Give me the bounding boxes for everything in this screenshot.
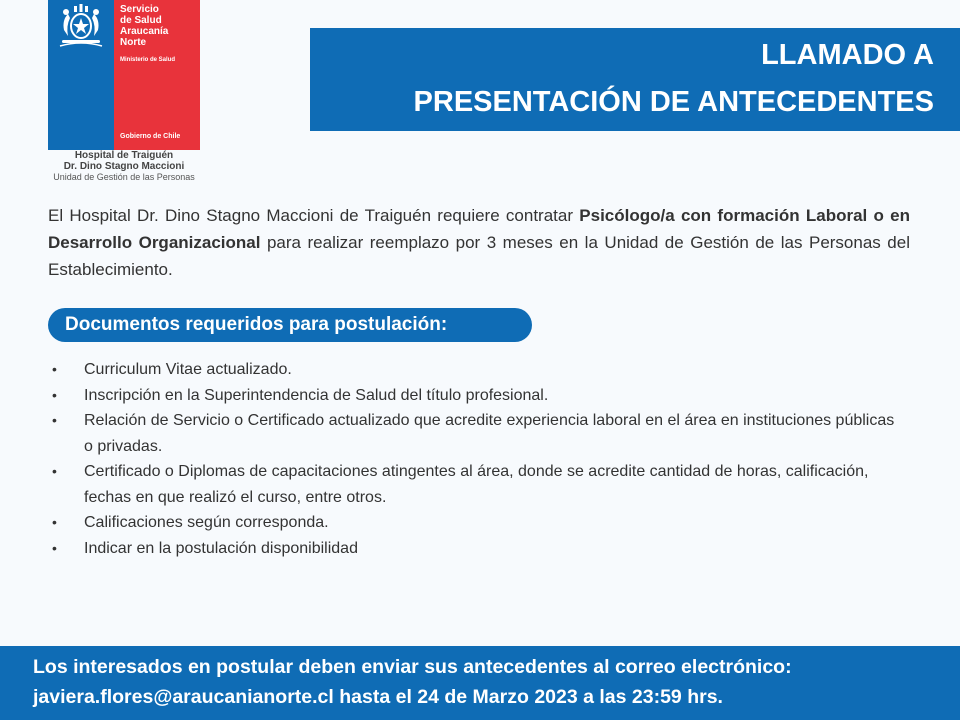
requirement-text: Relación de Servicio o Certificado actualizado que acredite experiencia laboral en el área en instituciones públicas o privadas.	[84, 412, 895, 455]
hospital-unit: Unidad de Gestión de las Personas	[53, 172, 195, 182]
intro-text-start: El Hospital Dr. Dino Stagno Maccioni de Traiguén requiere contratar	[48, 206, 580, 225]
intro-text-end: para realizar reemplazo por 3 meses en la Unidad de Gestión de las Personas del Establecimiento.	[48, 233, 910, 279]
application-instructions	[0, 646, 960, 720]
logo-ministry: Ministerio de Salud	[120, 57, 176, 63]
bullet-icon: •	[52, 539, 57, 556]
logo-government: Gobierno de Chile	[120, 133, 181, 140]
list-item	[52, 459, 902, 510]
title-line-2: PRESENTACIÓN DE ANTECEDENTES	[413, 86, 934, 118]
hospital-name-line: Hospital de Traiguén	[74, 150, 174, 161]
logo-blue-block	[48, 0, 114, 150]
bullet-icon: •	[52, 361, 57, 377]
hospital-name	[48, 150, 200, 183]
requirement-text: Indicar en la postulación disponibilidad	[84, 539, 358, 557]
bullet-icon: •	[52, 463, 57, 479]
logo-org-line: Norte	[120, 37, 147, 48]
list-item	[52, 383, 902, 409]
list-item	[52, 510, 902, 536]
logo-org-line: Servicio	[120, 4, 159, 15]
title-banner	[310, 28, 960, 131]
instructions-line-1: Los interesados en postular deben enviar sus antecedentes al correo electrónico:	[33, 656, 792, 678]
list-item	[52, 357, 902, 383]
coat-of-arms-icon	[54, 4, 108, 48]
logo-org-line: de Salud	[120, 15, 162, 26]
institution-logo	[48, 0, 200, 190]
title-line-1: LLAMADO A	[761, 39, 934, 71]
logo-red-block	[114, 0, 200, 150]
intro-paragraph	[48, 202, 910, 283]
requirement-text: Certificado o Diplomas de capacitaciones atingentes al área, donde se acredite cantidad de horas, calificación, fechas en que realizó el curso, entre otros.	[84, 463, 869, 506]
position-title: Psicólogo/a con formación Laboral o en Desarrollo Organizacional	[48, 206, 910, 252]
requirement-text: Curriculum Vitae actualizado.	[84, 361, 292, 378]
requirements-heading: Documentos requeridos para postulación:	[48, 308, 532, 342]
bullet-icon: •	[52, 514, 57, 530]
logo-org-name	[120, 4, 168, 48]
requirement-text: Calificaciones según corresponda.	[84, 514, 329, 531]
bullet-icon: •	[52, 412, 57, 428]
list-item	[52, 536, 902, 562]
instructions-line-2: javiera.flores@araucanianorte.cl hasta el 24 de Marzo 2023 a las 23:59 hrs.	[33, 686, 723, 708]
requirement-text: Inscripción en la Superintendencia de Salud del título profesional.	[84, 386, 549, 404]
logo-org-line: Araucanía	[120, 26, 169, 37]
requirements-list	[52, 357, 902, 561]
hospital-name-line: Dr. Dino Stagno Maccioni	[63, 161, 185, 172]
list-item	[52, 408, 902, 459]
bullet-icon: •	[52, 386, 57, 403]
